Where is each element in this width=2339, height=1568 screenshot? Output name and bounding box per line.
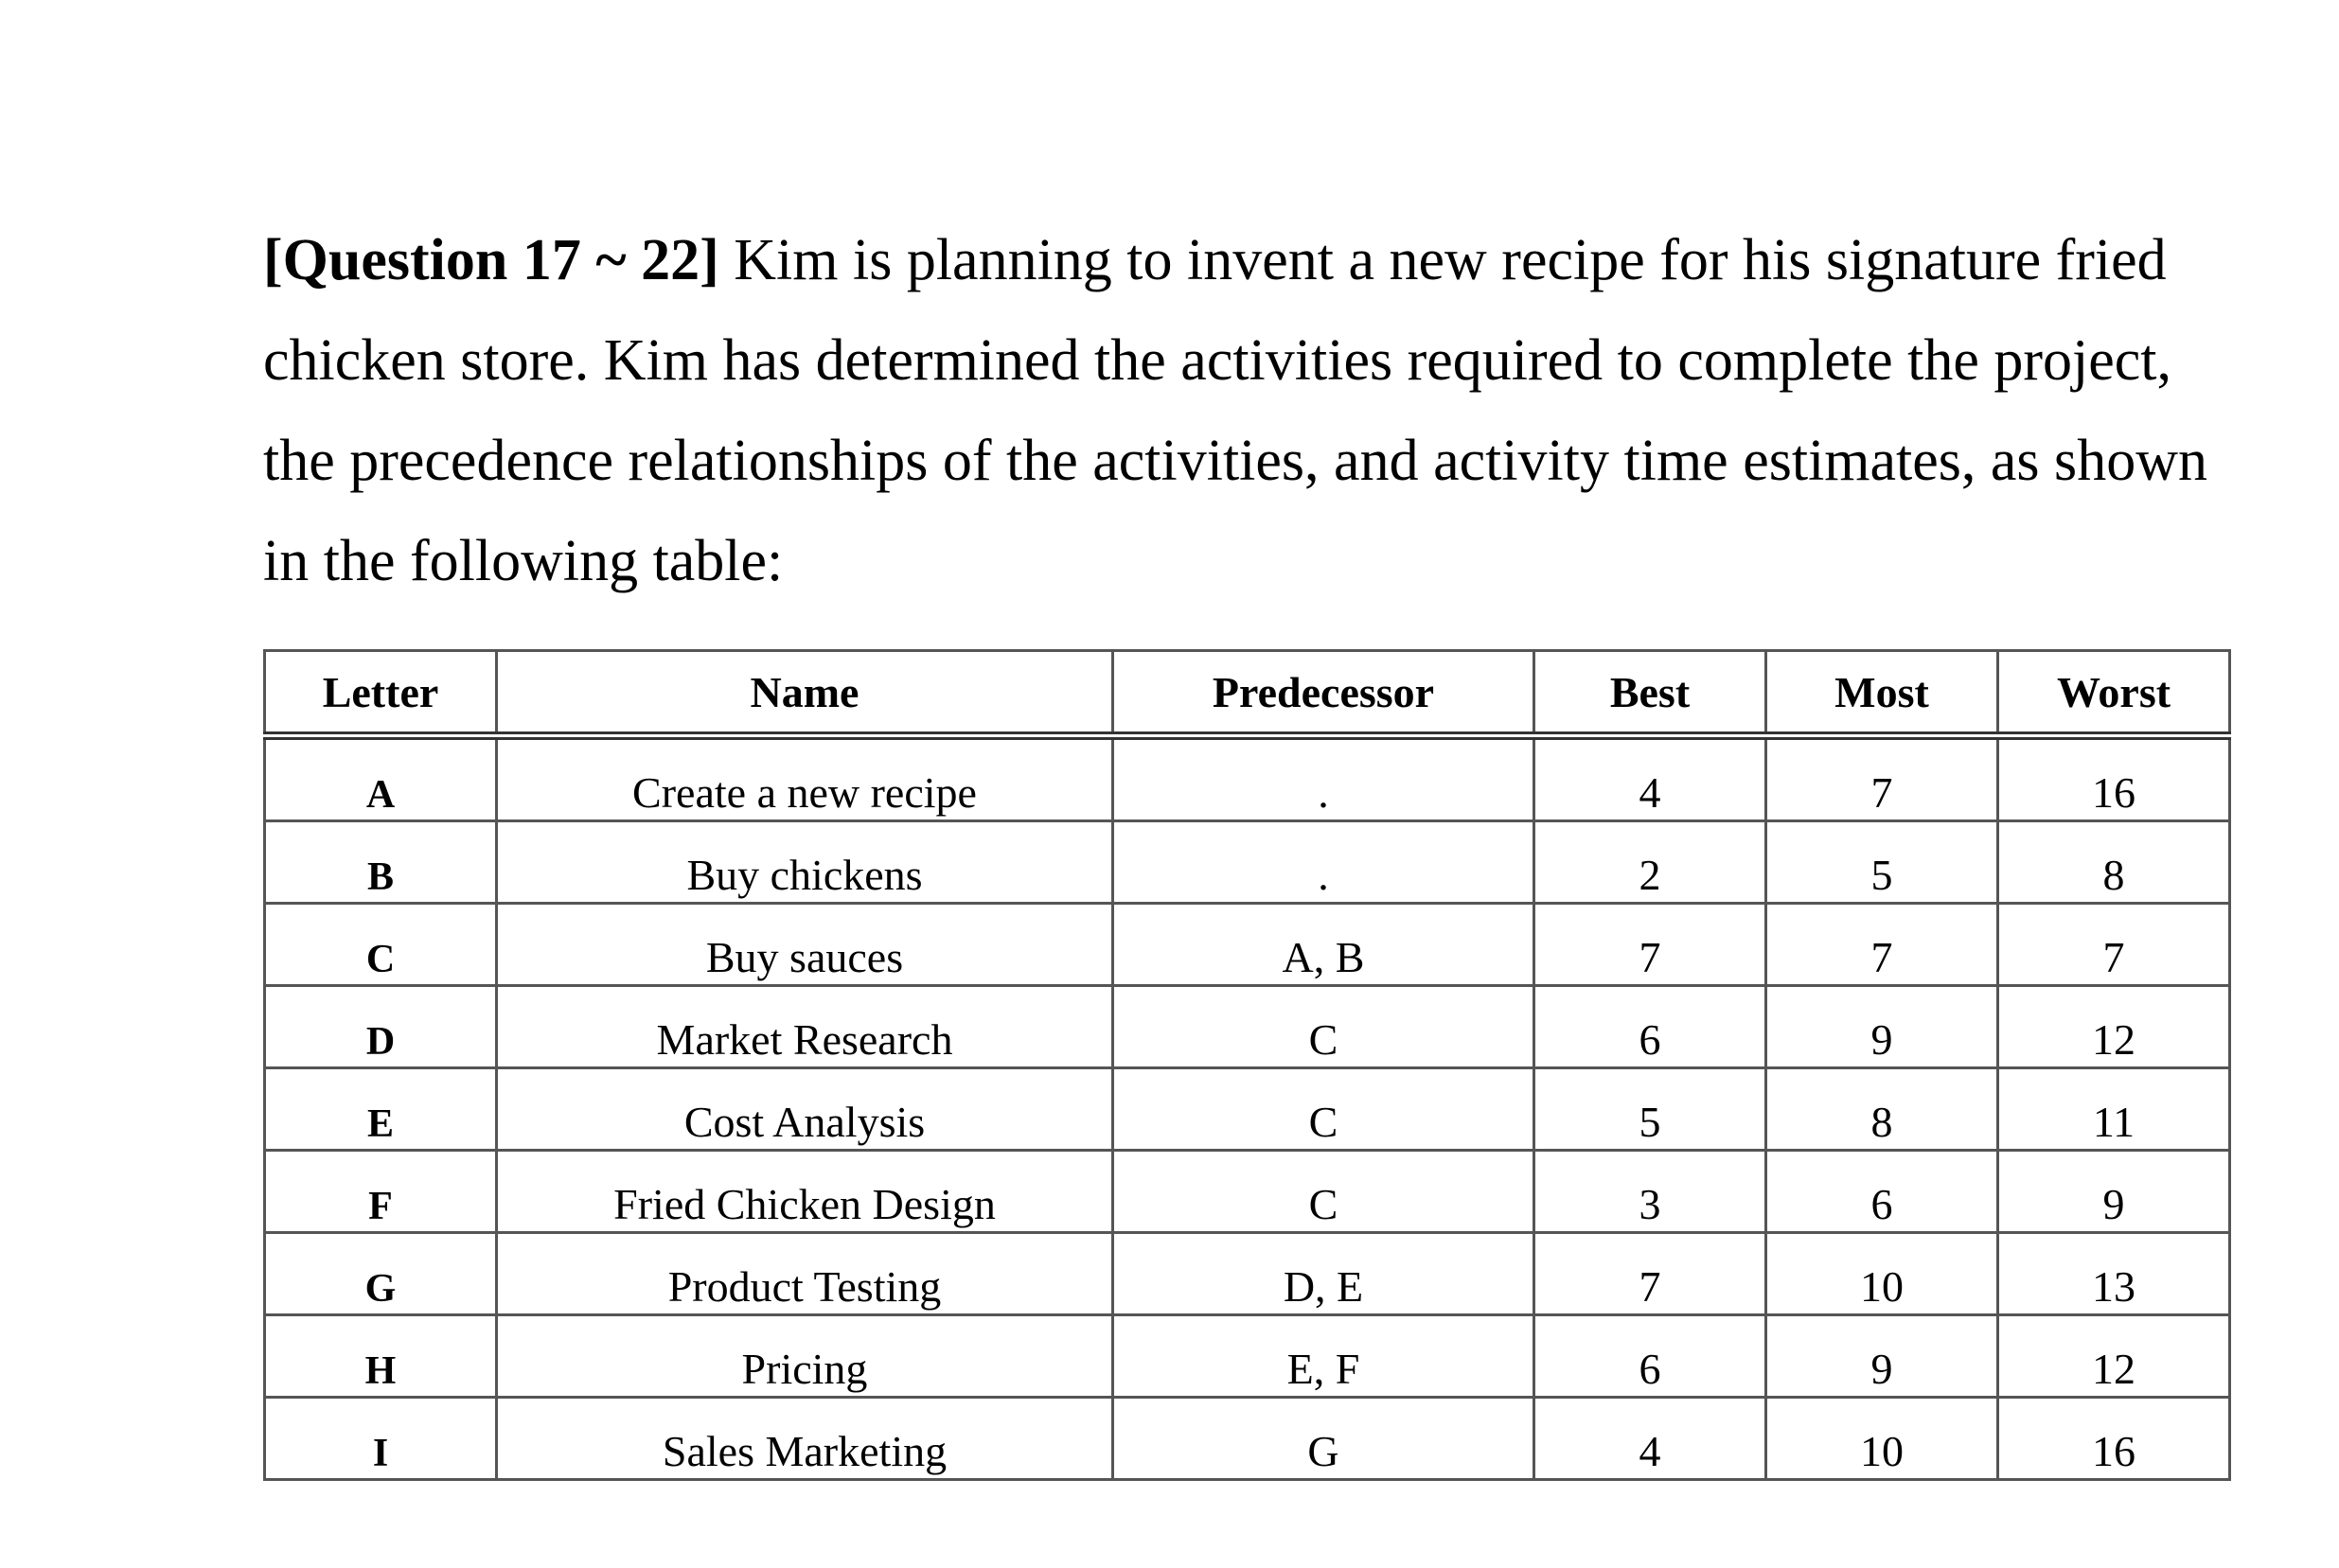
- cell-letter: A: [265, 736, 497, 821]
- cell-name: Pricing: [497, 1315, 1113, 1398]
- cell-predecessor: C: [1113, 986, 1534, 1068]
- question-label: [Question 17 ~ 22]: [263, 228, 719, 292]
- cell-worst: 12: [1998, 1315, 2230, 1398]
- header-best: Best: [1534, 651, 1766, 736]
- cell-most: 10: [1766, 1233, 1998, 1315]
- table-header-row: [265, 651, 2230, 736]
- table-row: [265, 1398, 2230, 1480]
- cell-letter: G: [265, 1233, 497, 1315]
- cell-letter: I: [265, 1398, 497, 1480]
- cell-predecessor: G: [1113, 1398, 1534, 1480]
- cell-worst: 16: [1998, 1398, 2230, 1480]
- cell-most: 10: [1766, 1398, 1998, 1480]
- table-row: [265, 1233, 2230, 1315]
- cell-name: Cost Analysis: [497, 1068, 1113, 1151]
- table-row: [265, 736, 2230, 821]
- header-most: Most: [1766, 651, 1998, 736]
- cell-name: Buy sauces: [497, 904, 1113, 986]
- table-row: [265, 821, 2230, 904]
- cell-most: 8: [1766, 1068, 1998, 1151]
- cell-best: 4: [1534, 736, 1766, 821]
- cell-worst: 9: [1998, 1151, 2230, 1233]
- cell-best: 3: [1534, 1151, 1766, 1233]
- cell-most: 7: [1766, 904, 1998, 986]
- activity-table: [263, 649, 2231, 1481]
- cell-worst: 11: [1998, 1068, 2230, 1151]
- cell-name: Create a new recipe: [497, 736, 1113, 821]
- question-line-1: [Question 17 ~ 22] Kim is planning to invent a new recipe for his signature fried: [263, 228, 2167, 292]
- cell-predecessor: C: [1113, 1068, 1534, 1151]
- header-letter: Letter: [265, 651, 497, 736]
- cell-predecessor: .: [1113, 821, 1534, 904]
- cell-worst: 13: [1998, 1233, 2230, 1315]
- cell-letter: D: [265, 986, 497, 1068]
- table-row: [265, 1068, 2230, 1151]
- cell-best: 5: [1534, 1068, 1766, 1151]
- cell-best: 6: [1534, 1315, 1766, 1398]
- cell-most: 7: [1766, 736, 1998, 821]
- cell-predecessor: E, F: [1113, 1315, 1534, 1398]
- cell-name: Market Research: [497, 986, 1113, 1068]
- cell-best: 4: [1534, 1398, 1766, 1480]
- cell-letter: C: [265, 904, 497, 986]
- cell-name: Fried Chicken Design: [497, 1151, 1113, 1233]
- cell-best: 2: [1534, 821, 1766, 904]
- header-name: Name: [497, 651, 1113, 736]
- cell-most: 9: [1766, 1315, 1998, 1398]
- cell-letter: F: [265, 1151, 497, 1233]
- question-line-4: in the following table:: [263, 529, 784, 593]
- cell-most: 6: [1766, 1151, 1998, 1233]
- cell-name: Buy chickens: [497, 821, 1113, 904]
- cell-worst: 7: [1998, 904, 2230, 986]
- cell-letter: B: [265, 821, 497, 904]
- cell-predecessor: .: [1113, 736, 1534, 821]
- cell-letter: H: [265, 1315, 497, 1398]
- cell-most: 9: [1766, 986, 1998, 1068]
- table-row: [265, 986, 2230, 1068]
- header-worst: Worst: [1998, 651, 2230, 736]
- table-row: [265, 1315, 2230, 1398]
- header-predecessor: Predecessor: [1113, 651, 1534, 736]
- cell-name: Product Testing: [497, 1233, 1113, 1315]
- cell-worst: 16: [1998, 736, 2230, 821]
- question-text: [263, 210, 2213, 611]
- cell-worst: 8: [1998, 821, 2230, 904]
- cell-name: Sales Marketing: [497, 1398, 1113, 1480]
- cell-letter: E: [265, 1068, 497, 1151]
- table-row: [265, 1151, 2230, 1233]
- question-line-3: the precedence relationships of the activities, and activity time estimates, as shown: [263, 429, 2207, 493]
- question-line-2: chicken store. Kim has determined the activities required to complete the project,: [263, 328, 2171, 393]
- cell-best: 7: [1534, 1233, 1766, 1315]
- cell-predecessor: A, B: [1113, 904, 1534, 986]
- cell-predecessor: C: [1113, 1151, 1534, 1233]
- cell-worst: 12: [1998, 986, 2230, 1068]
- table-row: [265, 904, 2230, 986]
- cell-best: 6: [1534, 986, 1766, 1068]
- cell-predecessor: D, E: [1113, 1233, 1534, 1315]
- cell-best: 7: [1534, 904, 1766, 986]
- cell-most: 5: [1766, 821, 1998, 904]
